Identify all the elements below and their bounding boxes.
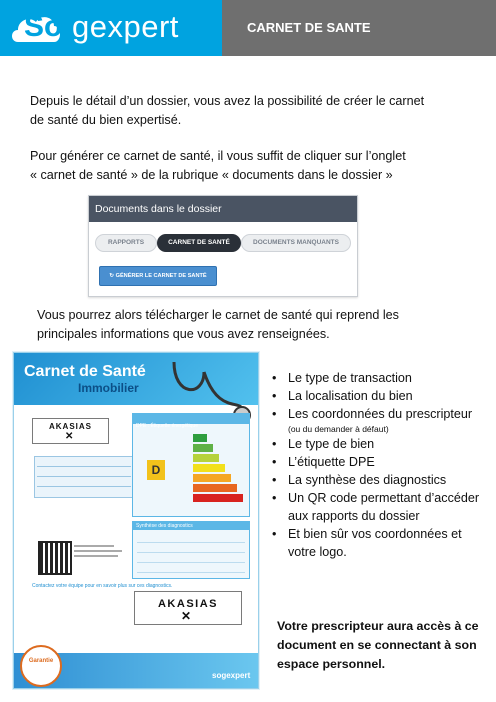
- final-note: Votre prescripteur aura accès à ce document en se connectant à son espace personnel.: [277, 619, 479, 671]
- bullet-icon: •: [272, 407, 277, 421]
- carnet-subtitle: Immobilier: [78, 381, 139, 395]
- page-title: CARNET DE SANTE: [247, 20, 371, 35]
- bullet-icon: •: [272, 527, 277, 541]
- refresh-icon: ↻: [109, 273, 116, 279]
- list-item: [272, 489, 487, 525]
- table-row: [37, 476, 131, 477]
- qr-code-icon: [38, 541, 72, 575]
- intro-line-2: de santé du bien expertisé.: [30, 113, 182, 127]
- list-item-text: Le type de bien: [288, 437, 375, 451]
- synthese-title: Synthèse des diagnostics: [136, 523, 193, 529]
- bullet-icon: •: [272, 389, 277, 403]
- list-item-text: Et bien sûr vos coordonnées et votre logo.: [288, 527, 462, 559]
- documents-panel-title: Documents dans le dossier: [89, 196, 357, 222]
- table-row: [37, 466, 131, 467]
- table-row: [37, 486, 131, 487]
- list-item: [272, 435, 487, 453]
- intro-line-1: Depuis le détail d’un dossier, vous avez la possibilité de créer le carnet: [30, 94, 425, 108]
- synthese-row: [137, 534, 245, 543]
- carnet-title: Carnet de Santé: [24, 363, 146, 380]
- bullet-icon: •: [272, 455, 277, 469]
- list-item-text: Les coordonnées du prescripteur: [288, 407, 473, 421]
- documents-tabs: [95, 234, 351, 252]
- tab-documents-manquants[interactable]: DOCUMENTS MANQUANTS: [241, 234, 351, 252]
- dpe-bar-g: [193, 494, 243, 502]
- dpe-class: D: [147, 460, 165, 480]
- list-item: [272, 405, 487, 435]
- carnet-agency-logo-small: [32, 418, 109, 444]
- agency-mark-icon: ✕: [181, 609, 192, 623]
- dpe-title: DPE : Étiquette énergétique: [136, 423, 198, 429]
- carnet-contact-text: Contactez votre équipe pour en savoir plus sur ces diagnostics.: [32, 583, 173, 589]
- garantie-seal: [20, 645, 62, 687]
- list-item-text: Le type de transaction: [288, 371, 412, 385]
- synthese-row: [137, 554, 245, 563]
- sogexpert-logo: [0, 0, 222, 56]
- list-item: [272, 525, 487, 561]
- carnet-contents-list: [272, 369, 487, 561]
- list-item: [272, 387, 487, 405]
- dpe-bar-c: [193, 454, 219, 462]
- header-title-bar: [222, 0, 496, 56]
- dpe-header: [133, 414, 249, 429]
- carnet-agency-logo-large: [134, 591, 242, 625]
- dpe-bar-e: [193, 474, 231, 482]
- carnet-dpe-box: [132, 413, 250, 517]
- download-line-2: principales informations que vous avez renseignées.: [37, 327, 330, 341]
- list-item: [272, 453, 487, 471]
- bullet-icon: •: [272, 371, 277, 385]
- synthese-row: [137, 544, 245, 553]
- bullet-icon: •: [272, 491, 277, 505]
- list-item-text: La synthèse des diagnostics: [288, 473, 447, 487]
- dpe-bar-d: [193, 464, 225, 472]
- bullet-icon: •: [272, 437, 277, 451]
- logo-text-gexpert: gexpert: [72, 9, 179, 44]
- intro-line-4: « carnet de santé » de la rubrique « documents dans le dossier »: [30, 168, 393, 182]
- list-item-text: L’étiquette DPE: [288, 455, 375, 469]
- list-item-note: (ou du demander à défaut): [288, 424, 389, 434]
- synthese-header: [133, 522, 249, 530]
- intro-line-3: Pour générer ce carnet de santé, il vous suffit de cliquer sur l’onglet: [30, 149, 406, 163]
- logo-text-so: So: [24, 10, 63, 43]
- tab-rapports[interactable]: RAPPORTS: [95, 234, 157, 252]
- agency-mark-icon: ✕: [65, 431, 74, 442]
- download-line-1: Vous pourrez alors télécharger le carnet de santé qui reprend les: [37, 308, 399, 322]
- carnet-brand: sogexpert: [212, 671, 251, 680]
- carnet-preview-image: [13, 352, 259, 689]
- carnet-agency-name-large: AKASIAS: [157, 598, 218, 610]
- generate-carnet-button[interactable]: [99, 266, 217, 286]
- list-item: [272, 369, 487, 387]
- tab-carnet-de-sante[interactable]: CARNET DE SANTÉ: [157, 234, 241, 252]
- carnet-synthese-box: [132, 521, 250, 579]
- qr-code-description: [74, 545, 124, 565]
- carnet-agency-name-small: AKASIAS: [48, 422, 92, 431]
- documents-panel: [88, 195, 358, 297]
- dpe-bar-f: [193, 484, 237, 492]
- dpe-bar-a: [193, 434, 207, 442]
- synthese-row: [137, 564, 245, 573]
- bullet-icon: •: [272, 473, 277, 487]
- garantie-label: Garantie: [28, 658, 54, 664]
- generate-carnet-label: GÉNÉRER LE CARNET DE SANTÉ: [115, 273, 207, 279]
- carnet-info-table: [34, 456, 134, 498]
- page-header: [0, 0, 496, 56]
- list-item: [272, 471, 487, 489]
- list-item-text: La localisation du bien: [288, 389, 413, 403]
- dpe-bar-b: [193, 444, 213, 452]
- list-item-text: Un QR code permettant d’accéder aux rapports du dossier: [288, 491, 480, 523]
